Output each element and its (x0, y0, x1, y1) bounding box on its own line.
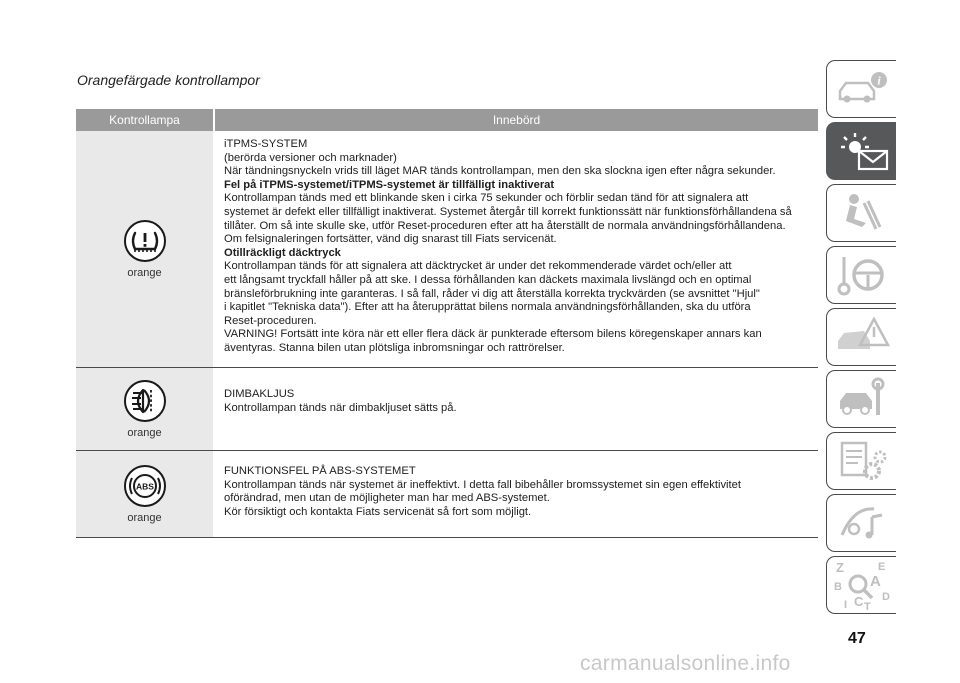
index-letter: B (833, 581, 842, 593)
text-line: Reset-proceduren. (224, 314, 317, 327)
icon-cell (76, 131, 213, 367)
table-row (76, 451, 818, 538)
tab-multimedia[interactable] (826, 494, 896, 552)
subheading: Otillräckligt däcktryck (224, 246, 341, 259)
tab-index[interactable] (826, 556, 896, 614)
header-innebord: Innebörd (215, 109, 818, 131)
text-line: VARNING! Fortsätt inte köra när ett eller flera däck är punkterade eftersom bilens köregenskaper annars kan (224, 328, 762, 341)
technical-data-gears-icon (834, 437, 890, 485)
text-line: Kontrollampan tänds för att signalera att däcktrycket är under det rekommenderade värdet och/eller att (224, 260, 732, 273)
key-steering-wheel-icon (834, 251, 890, 299)
index-letter: C (853, 594, 863, 609)
car-service-wrench-icon (834, 375, 890, 423)
text-line: systemet är defekt eller tillfälligt inaktiverat. Systemet återgår till korrekt funktionssätt när funktionsförhållandena så (224, 205, 792, 218)
multimedia-music-icon (834, 499, 890, 547)
text-line: bränsleförbrukning inte garanteras. I så fall, råder vi dig att återställa korrekta tryckvärden (se avsnittet "Hjul" (224, 287, 760, 300)
svg-text:i: i (876, 73, 881, 88)
color-label: orange (127, 267, 162, 279)
text-line: i kapitlet "Tekniska data"). Efter att ha återupprättat bilens normala användningsförhållanden, ska du utföra (224, 301, 751, 314)
description-cell (215, 451, 818, 537)
warning-light-message-icon (833, 127, 891, 175)
header-kontrollampa: Kontrollampa (76, 109, 213, 131)
warning-lights-table (76, 109, 818, 538)
index-letter: T (863, 601, 871, 612)
tab-car-info[interactable] (826, 60, 896, 118)
tab-warning-lights[interactable] (826, 122, 896, 180)
car-info-icon (834, 67, 890, 111)
tab-safety[interactable] (826, 184, 896, 242)
index-letter: E (877, 561, 885, 573)
table-row (76, 368, 818, 451)
alphabetical-index-icon (832, 558, 892, 612)
abs-icon-text: ABS (135, 481, 154, 492)
page-number: 47 (848, 630, 866, 647)
index-letter: A (869, 573, 881, 590)
subheading: Fel på iTPMS-systemet/iTPMS-systemet är tillfälligt inaktiverat (224, 178, 555, 191)
icon-cell (76, 451, 213, 537)
description-cell (215, 131, 818, 367)
text-line: Om felsignaleringen fortsätter, vänd dig snarast till Fiats servicenät. (224, 233, 557, 246)
section-title: Orangefärgade kontrollampor (77, 72, 260, 88)
car-accident-warning-icon (834, 313, 890, 361)
tab-emergency[interactable] (826, 308, 896, 366)
text-line: (berörda versioner och marknader) (224, 151, 397, 164)
text-line: Kör försiktigt och kontakta Fiats servicenät så fort som möjligt. (224, 505, 532, 518)
tab-technical-data[interactable] (826, 432, 896, 490)
text-line: ett långsamt tryckfall håller på att ske. I dessa förhållanden kan däckets maximala livslängd och en optimal (224, 273, 752, 286)
table-header (76, 109, 818, 131)
watermark: carmanualsonline.info (580, 652, 791, 675)
color-label: orange (127, 512, 162, 524)
text-line: DIMBAKLJUS (224, 388, 295, 400)
index-letter: I (843, 599, 847, 611)
text-line: oförändrad, men utan de möjligheter man har med ABS-systemet. (224, 492, 550, 505)
text-line: iTPMS-SYSTEM (224, 138, 308, 150)
seat-airbag-icon (834, 189, 890, 237)
text-line: Kontrollampan tänds när systemet är ineffektivt. I detta fall bibehåller bromssystemet sin egen effektivitet (224, 478, 741, 491)
text-line: FUNKTIONSFEL PÅ ABS-SYSTEMET (224, 465, 416, 477)
tpms-warning-icon (123, 219, 167, 263)
text-line: Kontrollampan tänds med ett blinkande sken i cirka 75 sekunder och förblir sedan tänd för att signalera att (224, 192, 749, 205)
description-cell (215, 368, 818, 450)
rear-fog-light-icon (123, 379, 167, 423)
text-line: äventyras. Stanna bilen utan plötsliga inbromsningar och rattrörelser. (224, 341, 565, 354)
index-letter: Z (835, 560, 844, 575)
icon-cell (76, 368, 213, 450)
index-letter: D (881, 591, 890, 603)
table-row (76, 131, 818, 368)
abs-warning-icon (123, 464, 167, 508)
tab-maintenance[interactable] (826, 370, 896, 428)
color-label: orange (127, 427, 162, 439)
tab-starting-driving[interactable] (826, 246, 896, 304)
text-line: När tändningsnyckeln vrids till läget MAR tänds kontrollampan, men den ska slockna igen efter några sekunder. (224, 165, 776, 178)
text-line: tillåter. Om så inte skulle ske, utför Reset-proceduren efter att ha återställt de normala användningsförhållandena. (224, 219, 786, 232)
text-line: Kontrollampan tänds när dimbakljuset sätts på. (224, 401, 457, 414)
